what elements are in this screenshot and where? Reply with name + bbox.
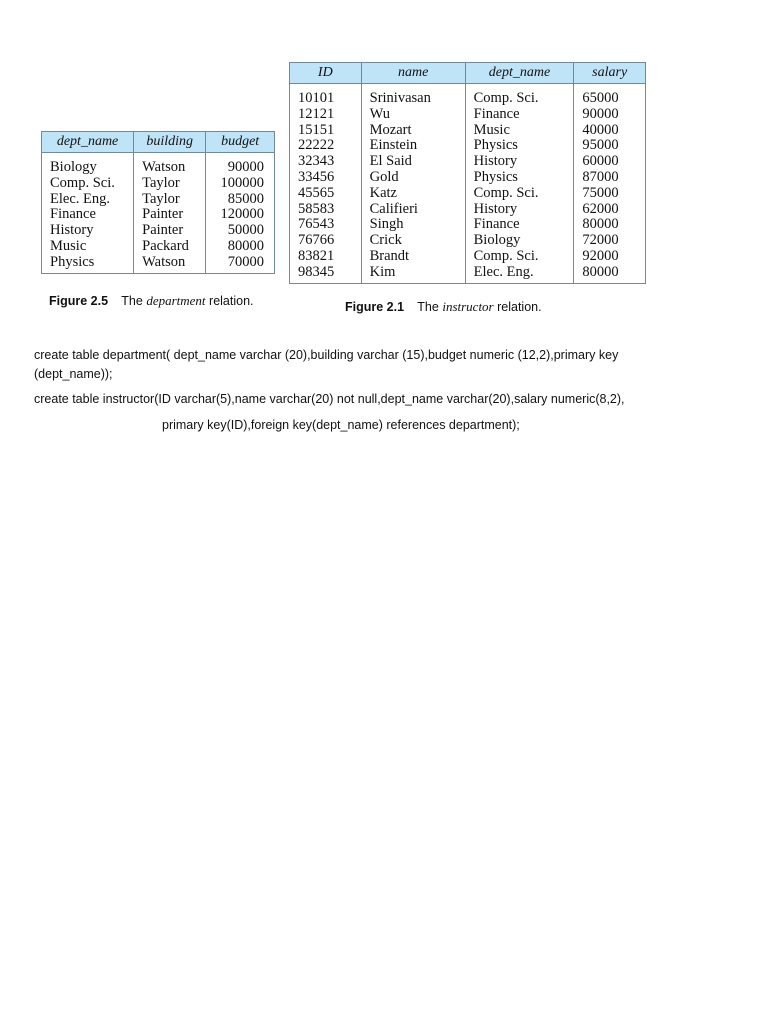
table-cell-budget: 100000 [206, 176, 275, 192]
table-cell-dept-name: Comp. Sci. [42, 176, 134, 192]
table-cell-id: 15151 [290, 123, 362, 139]
table-cell-id: 22222 [290, 138, 362, 154]
table-cell-budget: 70000 [206, 255, 275, 273]
caption-post: relation. [209, 294, 254, 308]
table-cell-id: 32343 [290, 154, 362, 170]
table-cell-name: Califieri [361, 202, 465, 218]
table-cell-id: 76766 [290, 233, 362, 249]
table-row [290, 249, 646, 265]
table-cell-id: 45565 [290, 186, 362, 202]
table-cell-name: Srinivasan [361, 91, 465, 107]
table-row [42, 192, 275, 208]
header-name: name [361, 63, 465, 84]
table-row [42, 160, 275, 176]
table-cell-dept-name: History [465, 154, 574, 170]
table-cell-name: Kim [361, 265, 465, 283]
table-cell-dept-name: Finance [465, 217, 574, 233]
caption-pre: The [121, 294, 143, 308]
table-cell-salary: 72000 [574, 233, 646, 249]
table-cell-dept-name: Music [465, 123, 574, 139]
table-cell-salary: 40000 [574, 123, 646, 139]
table-cell-dept-name: Elec. Eng. [465, 265, 574, 283]
table-cell-dept-name: Finance [42, 207, 134, 223]
caption-label: Figure 2.1 [345, 300, 405, 314]
header-id: ID [290, 63, 362, 84]
table-cell-building: Packard [134, 239, 206, 255]
table-row [290, 217, 646, 233]
table-cell-name: Mozart [361, 123, 465, 139]
table-cell-dept-name: Physics [465, 170, 574, 186]
sql-create-instructor: create table instructor(ID varchar(5),name varchar(20) not null,dept_name varchar(20),salary numeric(8,2), [34, 392, 625, 406]
sql-create-instructor-keys: primary key(ID),foreign key(dept_name) references department); [162, 418, 520, 432]
table-cell-dept-name: Comp. Sci. [465, 249, 574, 265]
table-cell-budget: 85000 [206, 192, 275, 208]
table-cell-dept-name: Comp. Sci. [465, 91, 574, 107]
header-budget: budget [206, 132, 275, 153]
header-dept-name: dept_name [465, 63, 574, 84]
table-cell-dept-name: Biology [42, 160, 134, 176]
table-cell-name: Brandt [361, 249, 465, 265]
department-table [41, 131, 275, 274]
table-cell-salary: 65000 [574, 91, 646, 107]
table-cell-building: Taylor [134, 176, 206, 192]
table-cell-salary: 95000 [574, 138, 646, 154]
table-cell-salary: 80000 [574, 265, 646, 283]
sql-create-department: create table department( dept_name varchar (20),building varchar (15),budget numeric (12,2),primary key (dept_name)); [34, 348, 619, 381]
table-cell-salary: 90000 [574, 107, 646, 123]
table-row [42, 255, 275, 273]
table-cell-id: 98345 [290, 265, 362, 283]
table-cell-salary: 62000 [574, 202, 646, 218]
caption-relation-name: instructor [442, 299, 494, 314]
table-cell-id: 83821 [290, 249, 362, 265]
department-caption [49, 293, 254, 309]
table-cell-id: 76543 [290, 217, 362, 233]
caption-post: relation. [497, 300, 542, 314]
table-cell-dept-name: Elec. Eng. [42, 192, 134, 208]
table-cell-id: 33456 [290, 170, 362, 186]
table-row [290, 91, 646, 107]
table-row [290, 154, 646, 170]
table-cell-budget: 80000 [206, 239, 275, 255]
table-cell-budget: 50000 [206, 223, 275, 239]
table-cell-salary: 75000 [574, 186, 646, 202]
table-cell-dept-name: Music [42, 239, 134, 255]
table-cell-name: Einstein [361, 138, 465, 154]
header-dept-name: dept_name [42, 132, 134, 153]
instructor-caption [345, 299, 542, 315]
table-cell-id: 58583 [290, 202, 362, 218]
table-cell-id: 10101 [290, 91, 362, 107]
table-row [290, 107, 646, 123]
table-row [42, 176, 275, 192]
caption-label: Figure 2.5 [49, 294, 109, 308]
table-cell-name: Crick [361, 233, 465, 249]
table-cell-dept-name: History [42, 223, 134, 239]
table-cell-name: Katz [361, 186, 465, 202]
table-row [290, 138, 646, 154]
caption-pre: The [417, 300, 439, 314]
header-salary: salary [574, 63, 646, 84]
table-cell-salary: 60000 [574, 154, 646, 170]
table-cell-budget: 120000 [206, 207, 275, 223]
table-row [42, 223, 275, 239]
table-row [290, 170, 646, 186]
table-cell-dept-name: Comp. Sci. [465, 186, 574, 202]
caption-relation-name: department [146, 293, 206, 308]
header-building: building [134, 132, 206, 153]
table-cell-name: El Said [361, 154, 465, 170]
table-cell-id: 12121 [290, 107, 362, 123]
table-cell-dept-name: History [465, 202, 574, 218]
table-row [290, 265, 646, 283]
table-cell-budget: 90000 [206, 160, 275, 176]
table-row [42, 239, 275, 255]
table-cell-dept-name: Physics [42, 255, 134, 273]
table-row [290, 233, 646, 249]
table-row [290, 202, 646, 218]
table-cell-building: Taylor [134, 192, 206, 208]
table-cell-building: Painter [134, 223, 206, 239]
department-header-row [42, 132, 275, 153]
table-row [290, 123, 646, 139]
table-row [290, 186, 646, 202]
table-cell-building: Painter [134, 207, 206, 223]
table-row [42, 207, 275, 223]
table-cell-salary: 92000 [574, 249, 646, 265]
table-cell-name: Wu [361, 107, 465, 123]
table-cell-salary: 87000 [574, 170, 646, 186]
instructor-header-row [290, 63, 646, 84]
table-cell-building: Watson [134, 255, 206, 273]
instructor-table [289, 62, 646, 284]
table-cell-dept-name: Biology [465, 233, 574, 249]
table-cell-name: Gold [361, 170, 465, 186]
table-cell-name: Singh [361, 217, 465, 233]
table-cell-building: Watson [134, 160, 206, 176]
table-cell-dept-name: Finance [465, 107, 574, 123]
table-cell-salary: 80000 [574, 217, 646, 233]
table-cell-dept-name: Physics [465, 138, 574, 154]
